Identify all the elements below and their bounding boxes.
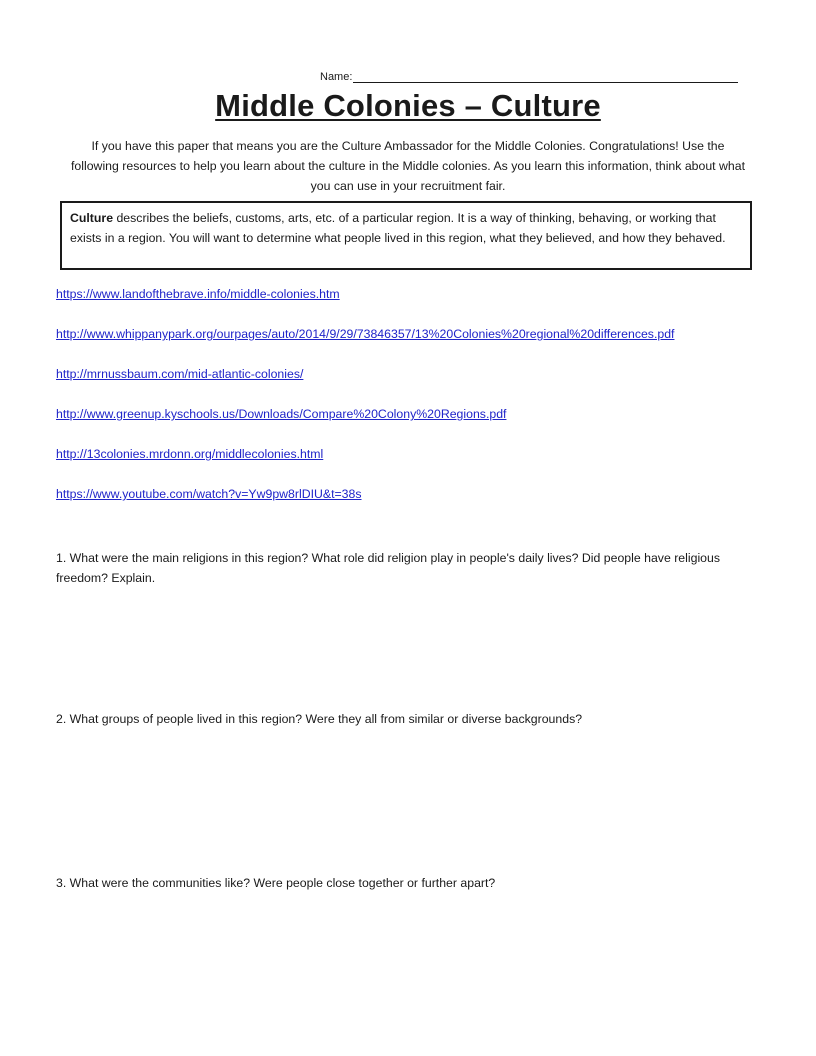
culture-definition-box	[60, 201, 752, 270]
resource-link[interactable]: http://13colonies.mrdonn.org/middlecolonies.html	[56, 447, 324, 461]
page-title: Middle Colonies – Culture	[215, 88, 601, 123]
resource-link[interactable]: https://www.landofthebrave.info/middle-colonies.htm	[56, 287, 340, 301]
resource-link[interactable]: http://www.whippanypark.org/ourpages/auto/2014/9/29/73846357/13%20Colonies%20regional%20differences.pdf	[56, 327, 675, 341]
question-1: 1. What were the main religions in this region? What role did religion play in people's daily lives? Did people have religious freedom? Explain.	[56, 551, 721, 585]
name-field	[320, 70, 738, 83]
definition-term: Culture	[70, 211, 114, 225]
intro-paragraph: If you have this paper that means you are the Culture Ambassador for the Middle Colonies. Congratulations! Use the following resources to help you learn about the culture in the Middle colonies. As you learn this information, think about what you can use in your recruitment fair.	[71, 139, 745, 193]
resource-link[interactable]: http://www.greenup.kyschools.us/Downloads/Compare%20Colony%20Regions.pdf	[56, 407, 507, 421]
question-2: 2. What groups of people lived in this region? Were they all from similar or diverse backgrounds?	[56, 712, 583, 726]
name-label: Name:	[320, 71, 353, 83]
resource-link[interactable]: http://mrnussbaum.com/mid-atlantic-colonies/	[56, 367, 304, 381]
name-blank-line[interactable]	[353, 70, 738, 83]
resource-link[interactable]: https://www.youtube.com/watch?v=Yw9pw8rlDIU&t=38s	[56, 487, 362, 501]
definition-text: describes the beliefs, customs, arts, etc. of a particular region. It is a way of thinking, behaving, or working that exists in a region. You will want to determine what people lived in this region, what they believed, and how they behaved.	[70, 211, 726, 245]
question-3: 3. What were the communities like? Were people close together or further apart?	[56, 876, 496, 890]
resource-links	[56, 284, 756, 524]
